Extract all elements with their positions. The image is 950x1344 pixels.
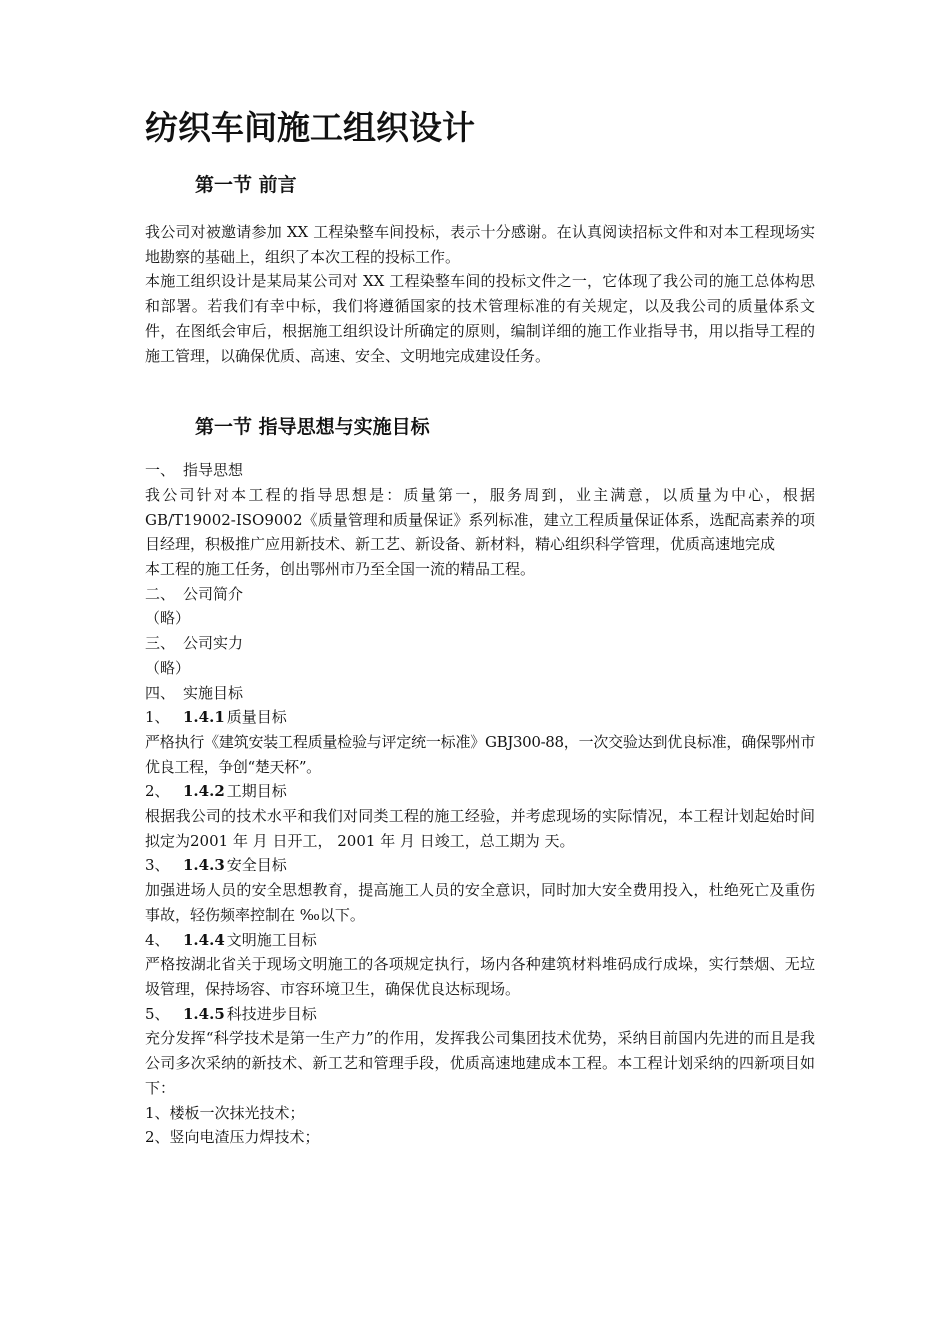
new-project-item: 1、楼板一次抹光技术； (145, 1103, 305, 1122)
goal-code: 1.4.3 (183, 856, 225, 875)
section-heading-preface: 第一节 前言 (195, 174, 297, 196)
goal-number: 2、 (145, 782, 170, 801)
goal-text-schedule: 根据我公司的技术水平和我们对同类工程的施工经验，并考虑现场的实际情况，本工程计划起始时间拟定为2001 年 月 日开工， 2001 年 月 日竣工，总工期为 天。 (145, 807, 815, 850)
goal-heading-technology-progress (145, 1002, 815, 1027)
goal-code: 1.4.5 (183, 1004, 225, 1023)
preface-paragraph-2: 本施工组织设计是某局某公司对 XX 工程染整车间的投标文件之一，它体现了我公司的施工总体构思和部署。若我们有幸中标，我们将遵循国家的技术管理标准的有关规定，以及我公司的质量体系文件，在图纸会审后，根据施工组织设计所确定的原则，编制详细的施工作业指导书，用以指导工程的施工管理，以确保优质、高速、安全、文明地完成建设任务。 (145, 272, 815, 365)
guiding-ideology-text-continued: 本工程的施工任务，创出鄂州市乃至全国一流的精品工程。 (145, 560, 536, 579)
goal-label: 科技进步目标 (226, 1004, 317, 1023)
goal-heading-safety (145, 853, 815, 878)
list-item-guiding-ideology (145, 458, 815, 483)
list-item-company-profile (145, 582, 815, 607)
goal-text-technology-progress: 充分发挥“科学技术是第一生产力”的作用，发挥我公司集团技术优势，采纳目前国内先进的而且是我公司多次采纳的新技术、新工艺和管理手段，优质高速地建成本工程。本工程计划采纳的四新项目如下： (145, 1029, 815, 1097)
goal-number: 4、 (145, 930, 170, 949)
document-title: 纺织车间施工组织设计 (145, 108, 475, 147)
goal-heading-quality (145, 705, 815, 730)
goal-label: 工期目标 (226, 782, 287, 801)
goal-number: 1、 (145, 708, 170, 727)
guiding-ideology-text: 我公司针对本工程的指导思想是：质量第一，服务周到，业主满意，以质量为中心，根据GB/T19002-ISO9002《质量管理和质量保证》系列标准，建立工程质量保证体系，选配高素养的项目经理，积极推广应用新技术、新工艺、新设备、新材料，精心组织科学管理，优质高速地完成 (145, 485, 815, 554)
document-body (145, 100, 815, 1150)
company-strength-note: （略） (145, 658, 191, 677)
goal-label: 文明施工目标 (226, 930, 317, 949)
goal-number: 5、 (145, 1004, 170, 1023)
goal-label: 质量目标 (226, 708, 287, 727)
list-item-label: 公司实力 (183, 634, 244, 653)
list-item-label: 公司简介 (183, 584, 244, 603)
list-number: 四、 (145, 683, 176, 702)
list-item-label: 实施目标 (183, 683, 244, 702)
preface-paragraph-1: 我公司对被邀请参加 XX 工程染整车间投标，表示十分感谢。在认真阅读招标文件和对本工程现场实地勘察的基础上，组织了本次工程的投标工作。 (145, 223, 815, 266)
goal-code: 1.4.1 (183, 708, 225, 727)
goal-code: 1.4.2 (183, 782, 225, 801)
list-number: 一、 (145, 461, 176, 480)
list-item-label: 指导思想 (183, 461, 244, 480)
goal-heading-schedule (145, 779, 815, 804)
list-number: 二、 (145, 584, 176, 603)
section-heading-guiding-ideology: 第一节 指导思想与实施目标 (195, 416, 430, 439)
goal-text-safety: 加强进场人员的安全思想教育，提高施工人员的安全意识，同时加大安全费用投入，杜绝死亡及重伤事故，轻伤频率控制在 ‰以下。 (145, 881, 815, 924)
list-item-implementation-goals (145, 681, 815, 706)
company-profile-note: （略） (145, 609, 191, 628)
goal-number: 3、 (145, 856, 170, 875)
goal-label: 安全目标 (226, 856, 287, 875)
list-number: 三、 (145, 634, 176, 653)
list-item-company-strength (145, 631, 815, 656)
goal-code: 1.4.4 (183, 930, 225, 949)
new-project-item: 2、竖向电渣压力焊技术； (145, 1128, 320, 1147)
goal-heading-civilized-construction (145, 928, 815, 953)
goal-text-quality: 严格执行《建筑安装工程质量检验与评定统一标准》GBJ300-88，一次交验达到优良标准，确保鄂州市优良工程，争创“楚天杯”。 (145, 732, 815, 776)
goal-text-civilized-construction: 严格按湖北省关于现场文明施工的各项规定执行，场内各种建筑材料堆码成行成垛，实行禁烟、无垃圾管理，保持场容、市容环境卫生，确保优良达标现场。 (145, 955, 815, 998)
